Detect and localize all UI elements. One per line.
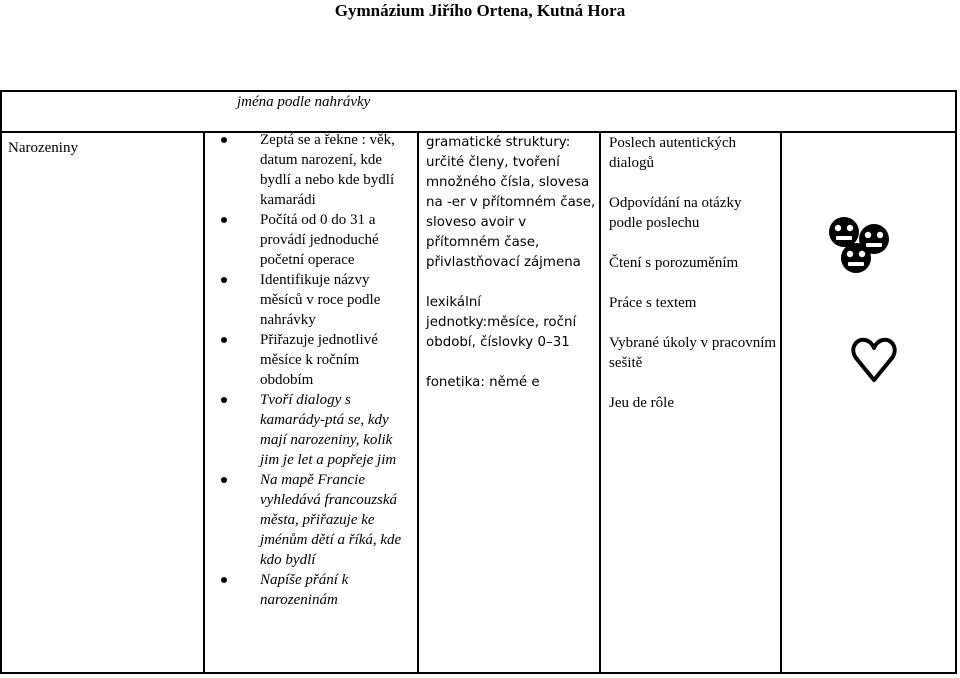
bullet-icon	[221, 277, 227, 283]
outcome-item	[260, 390, 415, 470]
bullet-icon	[221, 577, 227, 583]
outcome-text: Zeptá se a řekne : věk, datum narození, kde bydlí a nebo kde bydlí kamarádi	[260, 132, 395, 208]
curriculum-table	[0, 90, 957, 674]
outcome-item	[260, 330, 415, 390]
bullet-icon	[221, 397, 227, 403]
bullet-icon	[221, 217, 227, 223]
bullet-icon	[221, 477, 227, 483]
document-header: Gymnázium Jiřího Ortena, Kutná Hora	[334, 1, 626, 20]
outcome-text: Tvoří dialogy s kamarády-ptá se, kdy mají narozeniny, kolik jim je let a popřeje jim	[260, 392, 397, 468]
column-divider	[599, 131, 601, 674]
activities-cell	[609, 133, 777, 413]
table-border-bottom	[0, 672, 957, 674]
outcome-text: Identifikuje názvy měsíců v roce podle nahrávky	[260, 272, 381, 328]
grammar-text: gramatické struktury: určité členy, tvoření množného čísla, slovesa na -er v přítomném čase, sloveso avoir v přítomném čase, přivlastňovací zájmena	[426, 135, 596, 270]
activity-item: Odpovídání na otázky podle poslechu	[609, 195, 742, 231]
outcome-text: Přiřazuje jednotlivé měsíce k ročním obdobím	[260, 332, 378, 388]
topic-cell: Narozeniny	[8, 140, 78, 156]
column-divider	[780, 131, 782, 674]
lexicon-text: lexikální jednotky:měsíce, roční období, číslovky 0–31	[426, 295, 577, 350]
bullet-icon	[221, 337, 227, 343]
heart-icon	[851, 336, 897, 386]
column-divider	[203, 131, 205, 674]
outcome-item	[260, 570, 415, 610]
outcome-text: Počítá od 0 do 31 a provádí jednoduché početní operace	[260, 212, 379, 268]
outcome-item	[260, 210, 415, 270]
faces-icon	[822, 208, 902, 278]
bullet-icon	[221, 137, 227, 143]
outcomes-list	[260, 130, 415, 610]
activity-item: Vybrané úkoly v pracovním sešitě	[609, 335, 777, 371]
first-row-text: jména podle nahrávky	[237, 94, 371, 110]
outcome-item	[260, 270, 415, 330]
activity-item: Poslech autentických dialogů	[609, 135, 737, 171]
outcome-item	[260, 130, 415, 210]
grammar-cell	[426, 133, 598, 393]
phonetics-text: fonetika: němé e	[426, 375, 540, 390]
outcome-text: Napíše přání k narozeninám	[260, 572, 349, 608]
table-border-left	[0, 90, 2, 674]
activity-item: Čtení s porozuměním	[609, 255, 739, 271]
outcome-item	[260, 470, 415, 570]
outcome-text: Na mapě Francie vyhledává francouzská města, přiřazuje ke jménům dětí a říká, kde kdo bydlí	[260, 472, 402, 568]
table-border-right	[955, 90, 957, 674]
activity-item: Práce s textem	[609, 295, 697, 311]
activity-item: Jeu de rôle	[609, 395, 674, 411]
column-divider	[417, 131, 419, 674]
outcomes-cell	[260, 130, 415, 610]
